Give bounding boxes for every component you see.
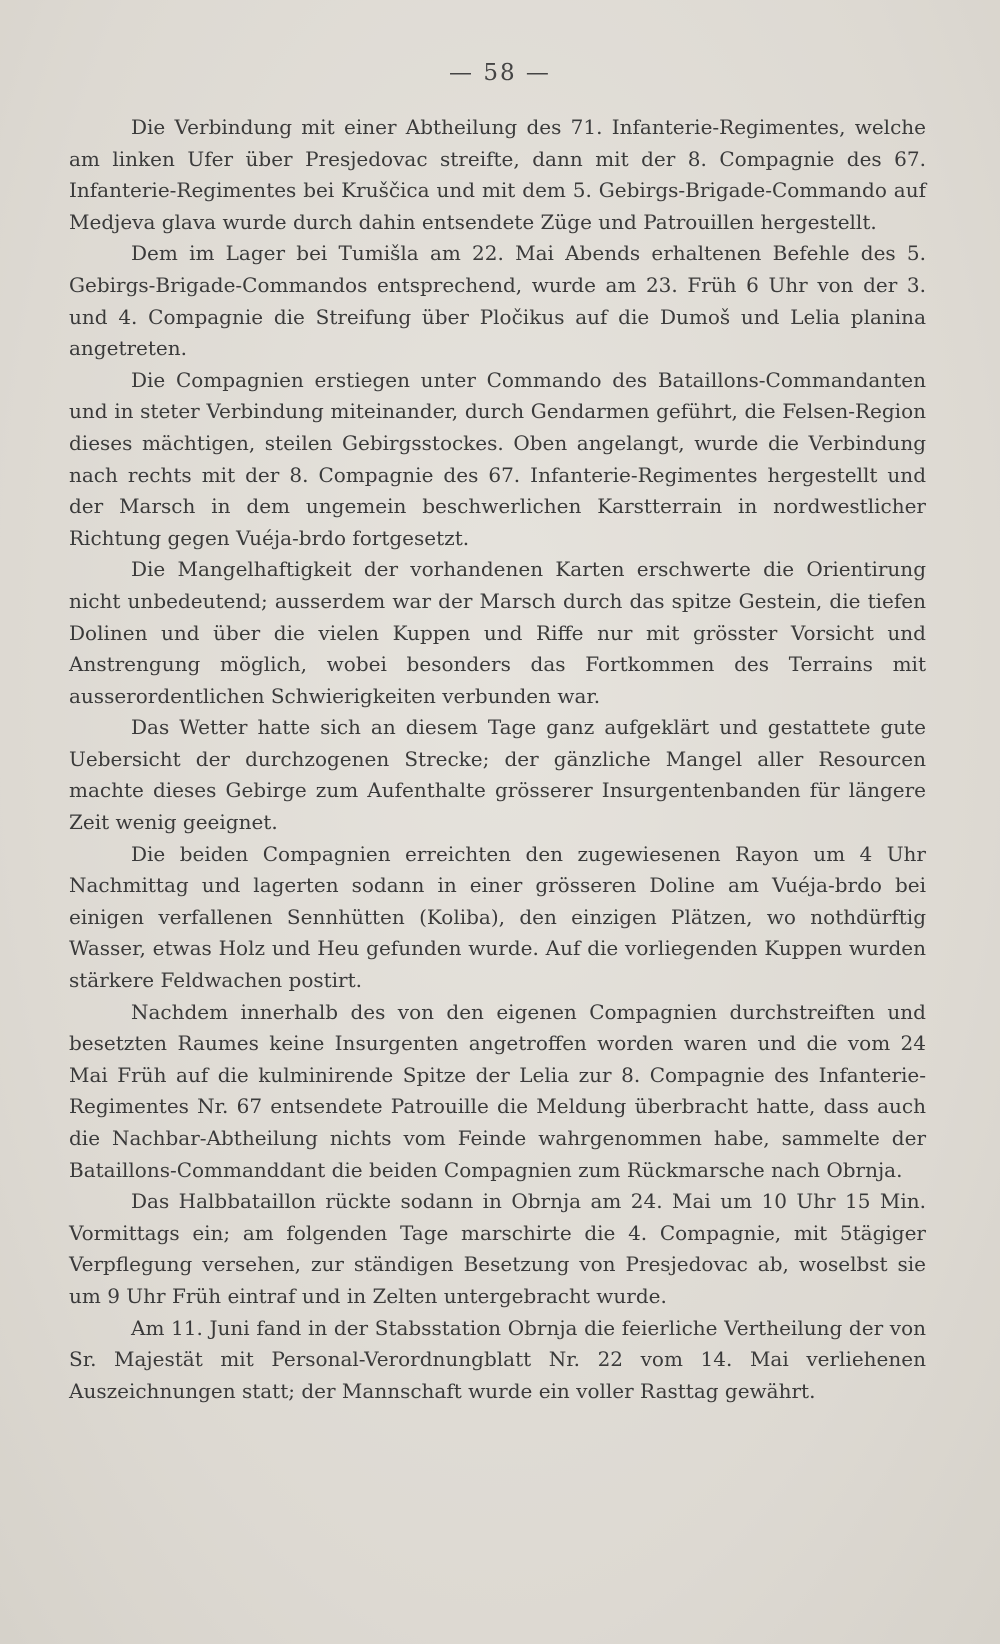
paragraph-2: Dem im Lager bei Tumišla am 22. Mai Abends erhaltenen Befehle des 5. Gebirgs-Brigade-Commandos entsprechend, wurde am 23. Früh 6 Uhr von der 3. und 4. Compagnie die Streifung über Pločikus auf die Dumoš und Lelia planina angetreten.	[69, 241, 926, 361]
paragraph-3: Die Compagnien erstiegen unter Commando des Bataillons-Commandanten und in steter Verbindung miteinander, durch Gendarmen geführt, die Felsen-Region dieses mächtigen, steilen Gebirgsstockes. Oben angelangt, wurde die Verbindung nach rechts mit der 8. Compagnie des 67. Infanterie-Regimentes hergestellt und der Marsch in dem ungemein beschwerlichen Karstterrain in nordwestlicher Richtung gegen Vuéja-brdo fortgesetzt.	[69, 367, 926, 550]
paragraph-1: Die Verbindung mit einer Abtheilung des 71. Infanterie-Regimentes, welche am linken Ufer über Presjedovac streifte, dann mit der 8. Compagnie des 67. Infanterie-Regimentes bei Kruščica und mit dem 5. Gebirgs-Brigade-Commando auf Medjeva glava wurde durch dahin entsendete Züge und Patrouillen hergestellt.	[69, 115, 926, 234]
paragraph-5: Das Wetter hatte sich an diesem Tage ganz aufgeklärt und gestattete gute Uebersicht der durchzogenen Strecke; der gänzliche Mangel aller Resourcen machte dieses Gebirge zum Aufenthalte grösserer Insurgentenbanden für längere Zeit wenig geeignet.	[69, 715, 926, 835]
paragraph-9: Am 11. Juni fand in der Stabsstation Obrnja die feierliche Vertheilung der von Sr. Majestät mit Personal-Verordnungblatt Nr. 22 vom 14. Mai verliehenen Auszeichnungen statt; der Mannschaft wurde ein voller Rasttag gewährt.	[69, 1315, 926, 1403]
paragraph-8: Das Halbbataillon rückte sodann in Obrnja am 24. Mai um 10 Uhr 15 Min. Vormittags ein; am folgenden Tage marschirte die 4. Compagnie, mit 5tägiger Verpflegung versehen, zur ständigen Besetzung von Presjedovac ab, woselbst sie um 9 Uhr Früh eintraf und in Zelten untergebracht wurde.	[69, 1189, 926, 1308]
paragraph-7: Nachdem innerhalb des von den eigenen Compagnien durchstreiften und besetzten Raumes keine Insurgenten angetroffen worden waren und die vom 24 Mai Früh auf die kulminirende Spitze der Lelia zur 8. Compagnie des Infanterie-Regimentes Nr. 67 entsendete Patrouille die Meldung überbracht hatte, dass auch die Nachbar-Abtheilung nichts vom Feinde wahrgenommen habe, sammelte der Bataillons-Commanddant die beiden Compagnien zum Rückmarsche nach Obrnja.	[69, 999, 926, 1182]
paragraph-6: Die beiden Compagnien erreichten den zugewiesenen Rayon um 4 Uhr Nachmittag und lagerten sodann in einer grösseren Doline am Vuéja-brdo bei einigen verfallenen Sennhütten (Koliba), den einzigen Plätzen, wo nothdürftig Wasser, etwas Holz und Heu gefunden wurde. Auf die vorliegenden Kuppen wurden stärkere Feldwachen postirt.	[69, 841, 926, 993]
page-number: — 58 —	[449, 60, 551, 86]
paragraph-4: Die Mangelhaftigkeit der vorhandenen Karten erschwerte die Orientirung nicht unbedeutend; ausserdem war der Marsch durch das spitze Gestein, die tiefen Dolinen und über die vielen Kuppen und Riffe nur mit grösster Vorsicht und Anstrengung möglich, wobei besonders das Fortkommen des Terrains mit ausserordentlichen Schwierigkeiten verbunden war.	[69, 557, 926, 708]
body-text	[69, 112, 926, 1407]
